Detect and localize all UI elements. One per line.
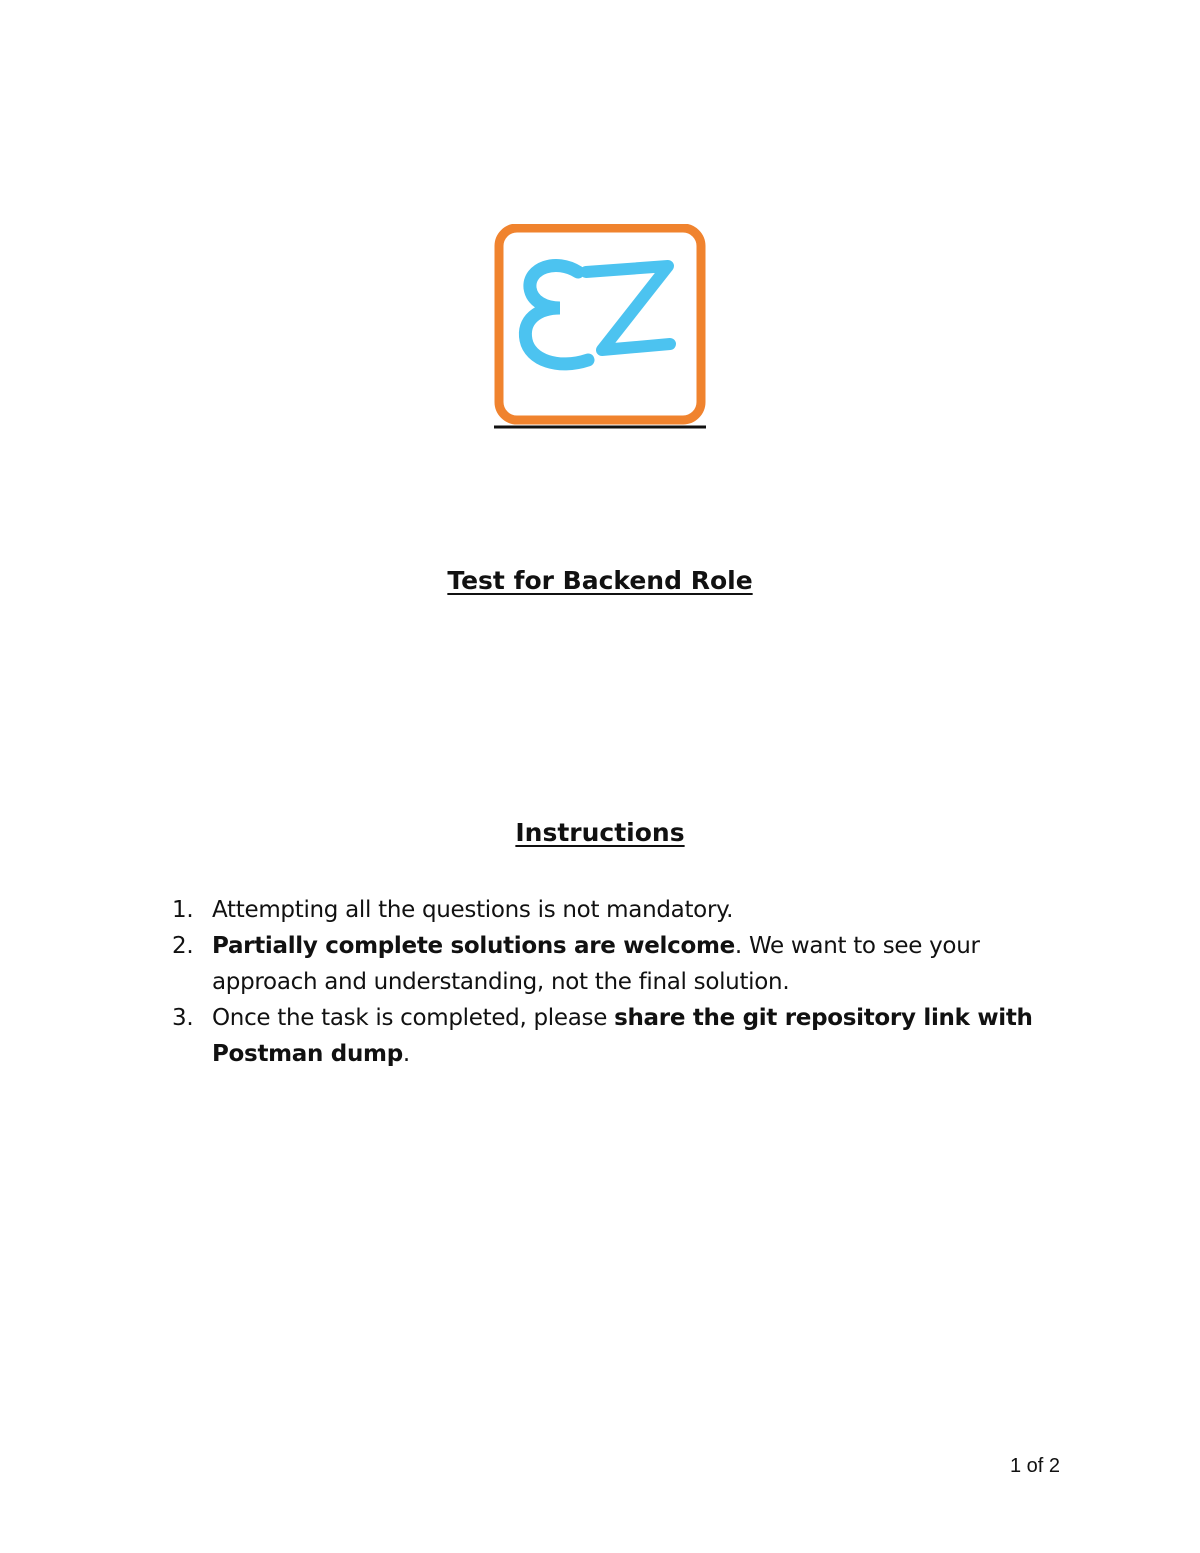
list-item	[172, 892, 1062, 928]
list-item-text: .	[402, 1041, 410, 1067]
list-item-text: Once the task is completed, please	[212, 1005, 615, 1031]
list-item-bold-text: Partially complete solutions are welcome	[212, 933, 735, 959]
document-title: Test for Backend Role	[447, 566, 753, 595]
list-item-number: 3.	[172, 1005, 194, 1031]
list-item	[172, 928, 1062, 1000]
list-item-bold-text: share the git repository link with Postman dump	[212, 1005, 1033, 1067]
instructions-heading: Instructions	[515, 818, 685, 847]
ez-logo-icon	[494, 224, 706, 432]
list-item-text: . We want to see your approach and understanding, not the final solution.	[212, 933, 980, 995]
list-item-number: 2.	[172, 933, 194, 959]
list-item-text: Attempting all the questions is not mandatory.	[212, 897, 734, 923]
list-item	[172, 1000, 1062, 1072]
instructions-list	[172, 892, 1062, 1072]
page-number: 1 of 2	[1009, 1455, 1060, 1477]
list-item-number: 1.	[172, 897, 194, 923]
